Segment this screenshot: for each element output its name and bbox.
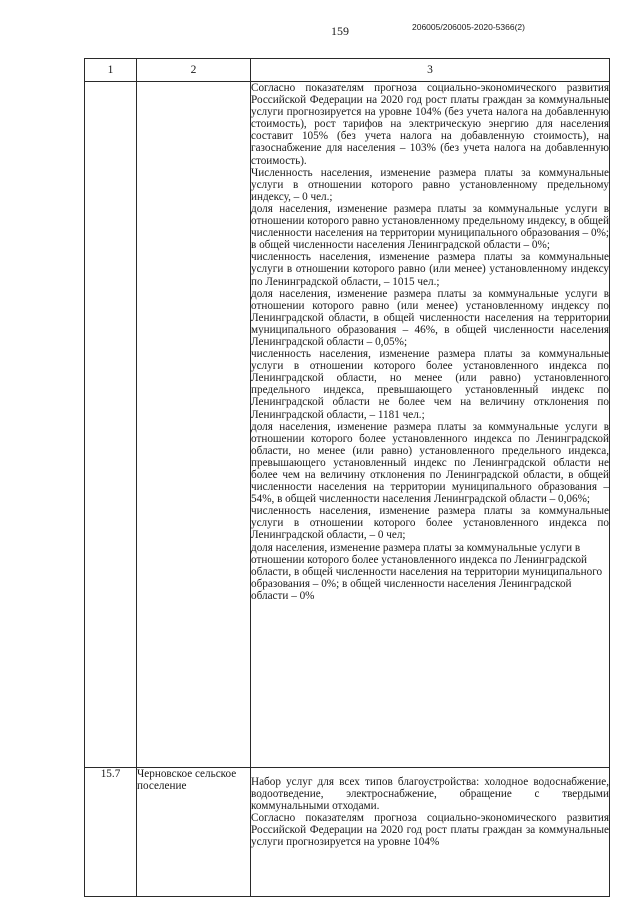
paragraph: численность населения, изменение размера платы за коммунальные услуги в отношении которого равно (или менее) установленному индексу по Ленинградской области, – 1015 чел.; (251, 251, 609, 288)
paragraph: численность населения, изменение размера платы за коммунальные услуги в отношении которого более установленного индекса по Ленинградской области, но менее (или равно) установленного предельного индекса, превышающего установленный индекс по Ленинградской области не более чем на величину отклонения по Ленинградской области, – 1181 чел.; (251, 348, 609, 421)
table-row (85, 768, 610, 897)
paragraph: Набор услуг для всех типов благоустройства: холодное водоснабжение, водоотведение, электроснабжение, обращение с твердыми коммунальными отходами. (251, 776, 609, 813)
column-header-2: 2 (137, 59, 251, 82)
settlement-name: Черновское сельское поселение (137, 768, 251, 897)
paragraph: доля населения, изменение размера платы за коммунальные услуги в отношении которого равно (или менее) установленному индексу по Ленинградской области, в общей численности населения на территории муниципального образования – 46%, в общей численности населения Ленинградской области – 0,05%; (251, 287, 609, 348)
row-number (85, 82, 137, 768)
paragraph: Согласно показателям прогноза социально-экономического развития Российской Федерации на 2020 год рост платы граждан за коммунальные услуги прогнозируется на уровне 104% (без учета налога на добавленную стоимость), рост тарифов на электрическую энергию для населения составит 105% (без учета налога на добавленную стоимость), на газоснабжение для населения – 103% (без учета налога на добавленную стоимость). (251, 82, 609, 167)
document-code: 206005/206005-2020-5366(2) (412, 22, 525, 32)
row-description (251, 768, 610, 897)
data-table (84, 58, 610, 897)
paragraph: численность населения, изменение размера платы за коммунальные услуги в отношении которого более установленного индекса по Ленинградской области, – 0 чел; (251, 505, 609, 542)
paragraph: Численность населения, изменение размера платы за коммунальные услуги в отношении которого равно установленному предельному индексу, – 0 чел.; (251, 166, 609, 203)
column-header-3: 3 (251, 59, 610, 82)
row-number: 15.7 (85, 768, 137, 897)
paragraph: доля населения, изменение размера платы за коммунальные услуги в отношении которого более установленного индекса по Ленинградской области, но менее (или равно) установленного предельного индекса, превышающего установленный индекс по Ленинградской области не более чем на величину отклонения по Ленинградской области, в общей численности населения на территории муниципального образования – 54%, в общей численности населения Ленинградской области – 0,06%; (251, 420, 609, 506)
paragraph: доля населения, изменение размера платы за коммунальные услуги в отношении которого более установленного индекса по Ленинградской области, в общей численности населения на территории муниципального образования – 0%; в общей численности населения Ленинградской области – 0% (251, 541, 603, 602)
table-row (85, 82, 610, 768)
paragraph: доля населения, изменение размера платы за коммунальные услуги в отношении которого равно установленному предельному индексу, в общей численности населения на территории муниципального образования – 0%; в общей численности населения Ленинградской области – 0%; (251, 202, 609, 252)
row-description (251, 82, 610, 768)
column-header-1: 1 (85, 59, 137, 82)
page-number: 159 (331, 24, 349, 38)
paragraph: Согласно показателям прогноза социально-экономического развития Российской Федерации на 2020 год рост платы граждан за коммунальные услуги прогнозируется на уровне 104% (251, 812, 609, 849)
settlement-name (137, 82, 251, 768)
table-header-row (85, 59, 610, 82)
